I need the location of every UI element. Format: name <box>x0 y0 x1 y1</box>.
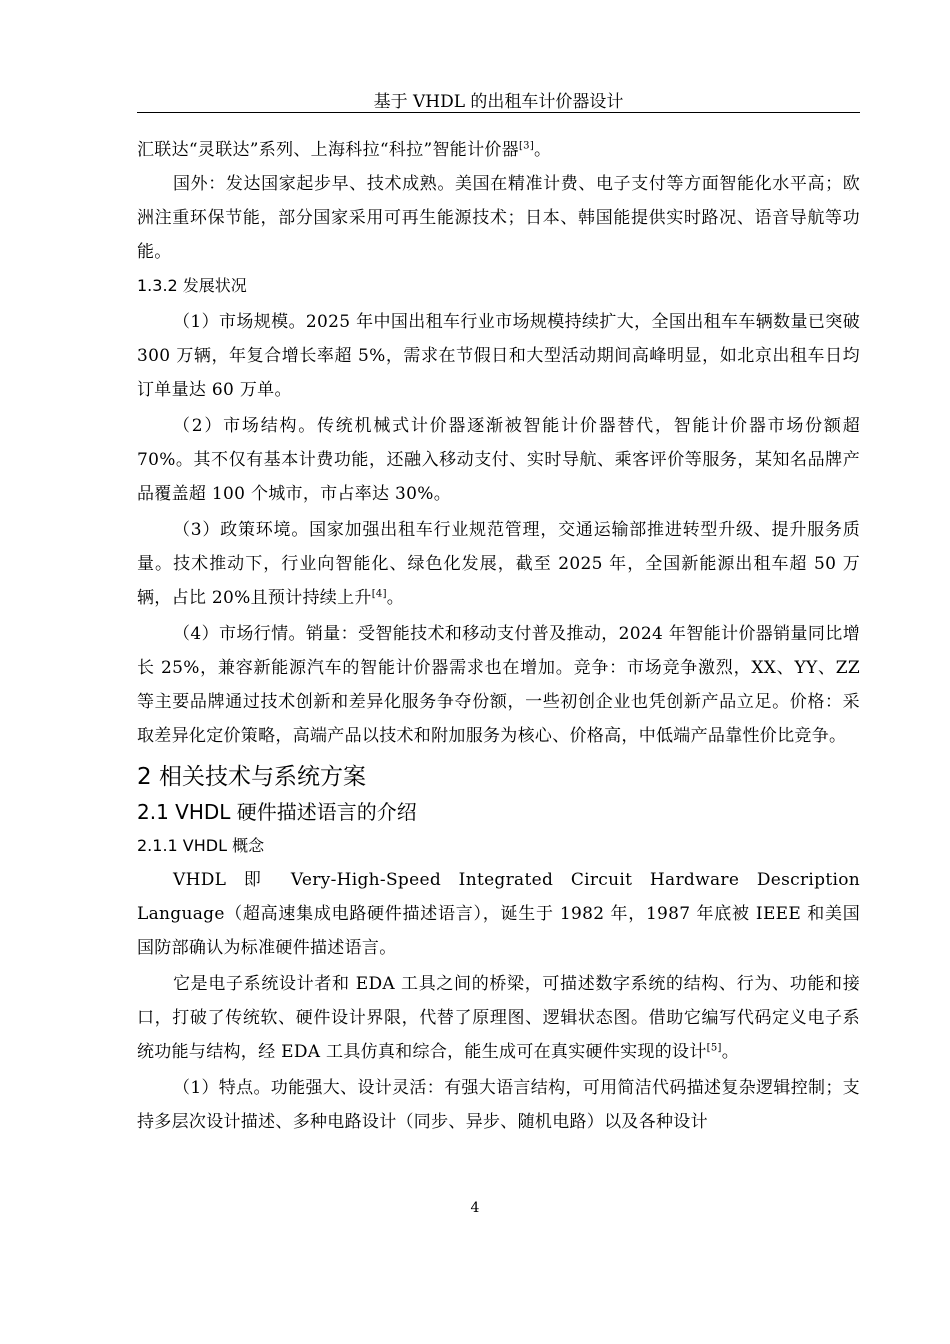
paragraph-text: 它是电子系统设计者和 EDA 工具之间的桥梁，可描述数字系统的结构、行为、功能和接口，打破了传统软、硬件设计界限，代替了原理图、逻辑状态图。借助它编写代码定义电子系统功能与结构，经 EDA 工具仿真和综合，能生成可在真实硬件实现的设计 <box>137 974 860 1062</box>
paragraph-end: 。 <box>534 140 552 160</box>
citation-ref: [5] <box>706 1042 722 1054</box>
paragraph-vhdl-intro: VHDL 即 Very-High-Speed Integrated Circuit Hardware Description Language（超高速集成电路硬件描述语言），诞生于 1982 年，1987 年底被 IEEE 和美国国防部确认为标准硬件描述语言。 <box>137 870 860 958</box>
paragraph-end: 。 <box>386 588 405 608</box>
paragraph-text: （3）政策环境。国家加强出租车行业规范管理，交通运输部推进转型升级、提升服务质量。技术推动下，行业向智能化、绿色化发展，截至 2025 年，全国新能源出租车超 50 万辆，占比 20%且预计持续上升 <box>137 520 860 608</box>
citation-ref: [4] <box>371 588 387 600</box>
header-rule <box>137 112 860 113</box>
section-heading-2-1: 2.1 VHDL 硬件描述语言的介绍 <box>137 800 417 824</box>
section-heading-1-3-2: 1.3.2 发展状况 <box>137 276 247 295</box>
paragraph-vhdl-bridge <box>137 967 860 1069</box>
chapter-heading-2: 2 相关技术与系统方案 <box>137 764 366 790</box>
section-heading-2-1-1: 2.1.1 VHDL 概念 <box>137 836 265 855</box>
paragraph-market-trend: （4）市场行情。销量：受智能技术和移动支付普及推动，2024 年智能计价器销量同比增长 25%，兼容新能源汽车的智能计价器需求也在增加。竞争：市场竞争激烈，XX、YY、ZZ 等主要品牌通过技术创新和差异化服务争夺份额，一些初创企业也凭创新产品立足。价格：采取差异化定价策略，高端产品以技术和附加服务为核心、价格高，中低端产品靠性价比竞争。 <box>137 624 860 746</box>
page-content <box>137 133 860 1139</box>
paragraph-market-scale: （1）市场规模。2025 年中国出租车行业市场规模持续扩大，全国出租车车辆数量已突破 300 万辆，年复合增长率超 5%，需求在节假日和大型活动期间高峰明显，如北京出租车日均订单量达 60 万单。 <box>137 312 860 400</box>
paragraph-vhdl-features: （1）特点。功能强大、设计灵活：有强大语言结构，可用简洁代码描述复杂逻辑控制；支持多层次设计描述、多种电路设计（同步、异步、随机电路）以及各种设计 <box>137 1078 860 1132</box>
running-header: 基于 VHDL 的出租车计价器设计 <box>373 92 624 112</box>
paragraph-abroad: 国外：发达国家起步早、技术成熟。美国在精准计费、电子支付等方面智能化水平高；欧洲注重环保节能，部分国家采用可再生能源技术；日本、韩国能提供实时路况、语音导航等功能。 <box>137 174 860 262</box>
paragraph-policy <box>137 513 860 615</box>
paragraph-end: 。 <box>721 1042 740 1062</box>
page-number: 4 <box>470 1200 480 1216</box>
paragraph-text: 汇联达“灵联达”系列、上海科拉“科拉”智能计价器 <box>137 140 519 160</box>
citation-ref: [3] <box>518 140 535 152</box>
paragraph-market-structure: （2）市场结构。传统机械式计价器逐渐被智能计价器替代，智能计价器市场份额超 70%。其不仅有基本计费功能，还融入移动支付、实时导航、乘客评价等服务，某知名品牌产品覆盖超 100 个城市，市占率达 30%。 <box>137 416 860 504</box>
paragraph-continuation <box>137 133 860 167</box>
